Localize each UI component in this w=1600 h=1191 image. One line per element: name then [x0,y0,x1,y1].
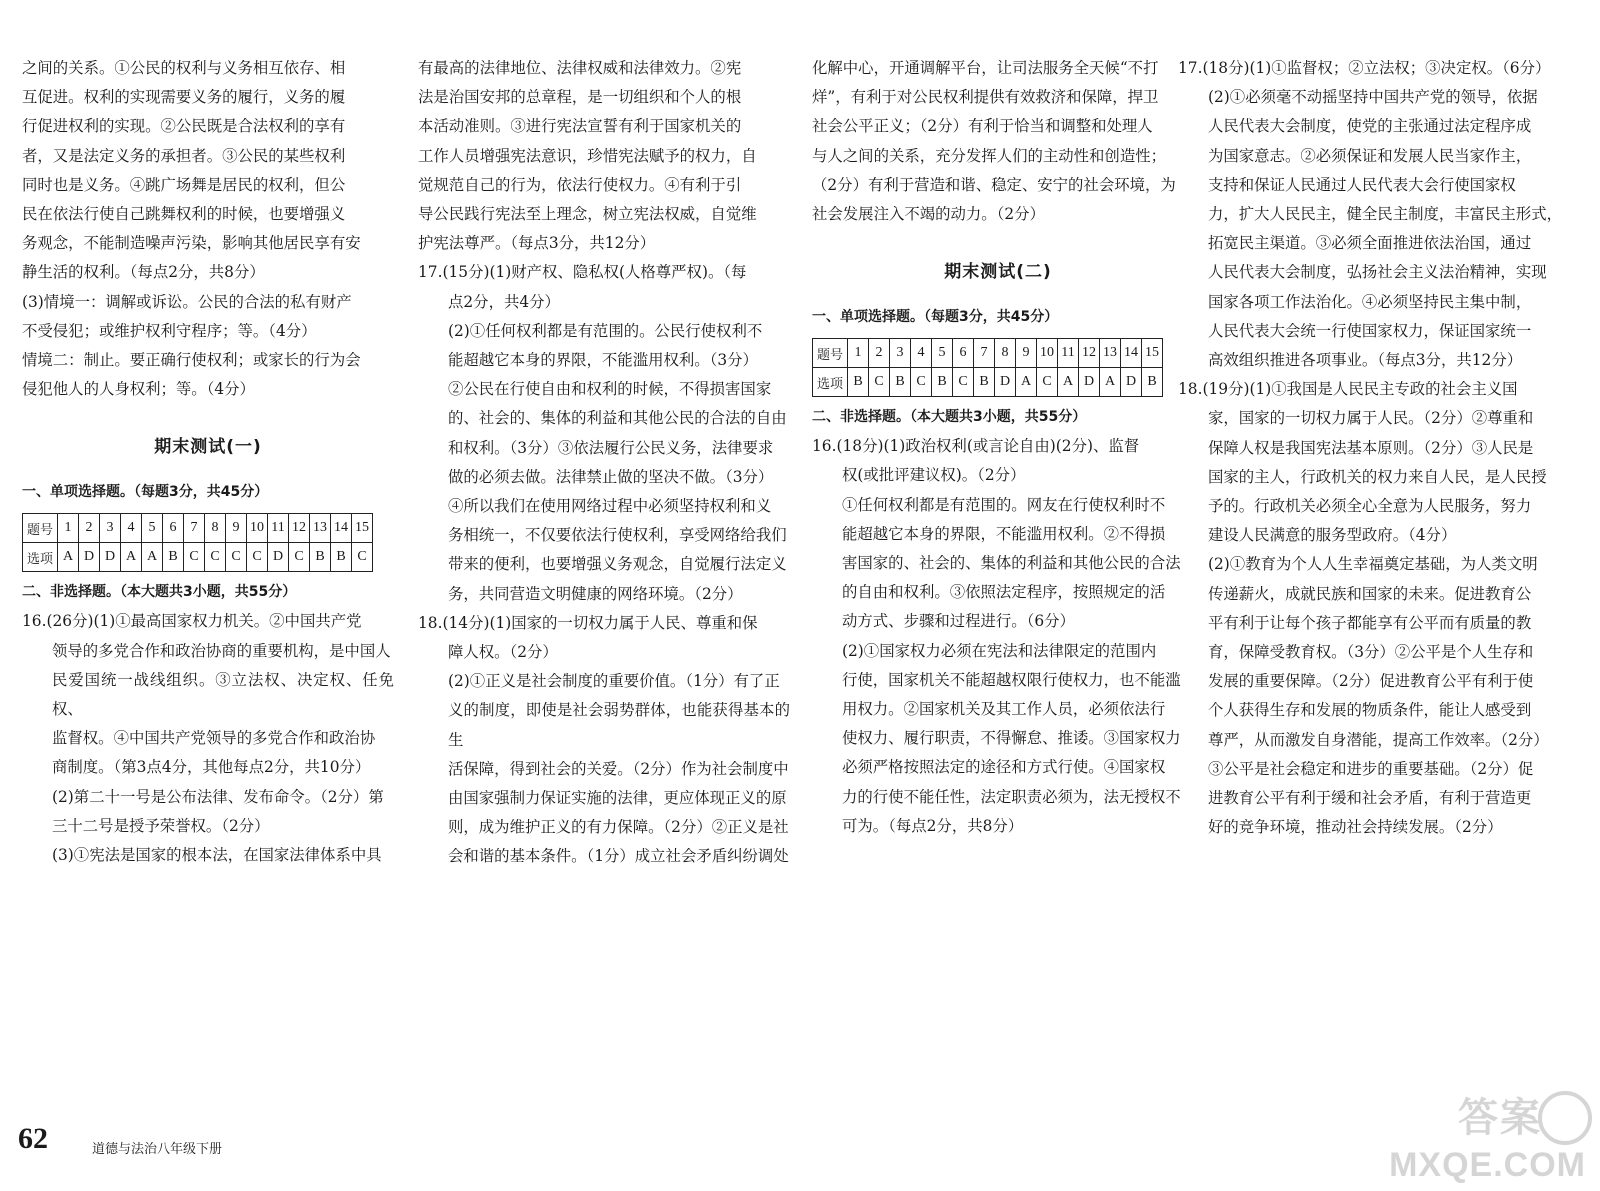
text-line: 行使，国家机关不能超越权限行使权力，也不能滥 [842,670,1181,689]
text-line: (2)①国家权力必须在宪法和法律限定的范围内 [842,641,1157,660]
answer-table-1-number-row [23,514,373,543]
text-line: 障人权。（2分） [448,643,558,662]
text-line: 监督权。④中国共产党领导的多党合作和政治协 [52,729,376,748]
text-line: ④所以我们在使用网络过程中必须坚持权利和义 [448,497,772,516]
text-line: 务观念，不能制造噪声污染，影响其他居民享有安 [22,234,361,253]
table-cell-answer: D [100,543,121,572]
text-line: 尊严，从而激发自身潜能，提高工作效率。（2分） [1208,730,1549,749]
table-cell-number: 8 [205,514,226,543]
text-line: 活保障，得到社会的关爱。（2分）作为社会制度中 [448,759,789,778]
text-line: 进教育公平有利于缓和社会矛盾，有利于营造更 [1208,789,1532,808]
text-line: 务，共同营造文明健康的网络环境。（2分） [448,584,743,603]
table-cell-number: 7 [184,514,205,543]
column-4-text [1178,54,1574,842]
table-cell-answer: D [1079,368,1100,397]
answer-table-2-number-row [813,339,1163,368]
table-cell-answer: B [163,543,184,572]
text-line: 领导的多党合作和政治协商的重要机构，是中国人 [52,641,391,660]
table-cell-answer: C [247,543,268,572]
text-line: 烊”，有利于对公民权利提供有效救济和保障，捍卫 [812,88,1159,107]
text-line: 社会公平正义；（2分）有利于恰当和调整和处理人 [812,117,1153,136]
text-line: （2分）有利于营造和谐、稳定、安宁的社会环境，为 [812,175,1176,194]
text-line: 互促进。权利的实现需要义务的履行，义务的履 [22,88,346,107]
text-line: 好的竞争环境，推动社会持续发展。（2分） [1208,818,1503,837]
text-line: 法是治国安邦的总章程，是一切组织和个人的根 [418,88,742,107]
table-cell-answer: B [848,368,869,397]
text-line: (3)①宪法是国家的根本法，在国家法律体系中具 [52,846,382,865]
table-cell-number: 14 [1121,339,1142,368]
text-line: (3)情境一：调解或诉讼。公民的合法的私有财产 [22,292,352,311]
text-line: 用权力。②国家机关及其工作人员，必须依法行 [842,700,1166,719]
table-cell-number: 9 [1016,339,1037,368]
answer-table-2-answer-row [813,368,1163,397]
table-header-label: 选项 [23,543,58,572]
table-cell-answer: C [289,543,310,572]
text-line: 与人之间的关系，充分发挥人们的主动性和创造性； [812,146,1166,165]
table-cell-answer: C [1037,368,1058,397]
table-cell-answer: C [352,543,373,572]
table-cell-answer: D [79,543,100,572]
text-line: 能超越它本身的界限，不能滥用权利。（3分） [448,351,758,370]
text-line: 予的。行政机关必须全心全意为人民服务，努力 [1208,497,1532,516]
table-cell-number: 2 [79,514,100,543]
text-line: 有最高的法律地位、法律权威和法律效力。②宪 [418,59,742,77]
book-title: 道德与法治八年级下册 [92,1142,223,1157]
table-cell-answer: A [121,543,142,572]
text-line: (2)①正义是社会制度的重要价值。（1分）有了正 [448,672,780,691]
section-nonchoice-heading-1: 二、非选择题。（本大题共3小题，共55分） [22,584,297,601]
text-line: (2)①必须毫不动摇坚持中国共产党的领导，依据 [1208,88,1538,107]
text-line: 不受侵犯；或维护权利守程序；等。（4分） [22,321,317,340]
table-cell-number: 3 [890,339,911,368]
text-line: 18.(14分)(1)国家的一切权力属于人民、尊重和保 [418,613,758,632]
text-line: 的自由和权利。③依照法定程序，按照规定的活 [842,583,1166,602]
table-cell-number: 7 [974,339,995,368]
column-1-text-top [22,54,394,404]
text-line: 导公民践行宪法至上理念，树立宪法权威，自觉维 [418,205,757,224]
table-cell-answer: A [1100,368,1121,397]
column-3 [812,54,1184,841]
text-line: 害国家的、社会的、集体的利益和其他公民的合法 [842,554,1181,573]
text-line: 17.(18分)(1)①监督权；②立法权；③决定权。（6分） [1178,59,1551,77]
text-line: ①任何权利都是有范围的。网友在行使权利时不 [842,495,1166,514]
table-cell-number: 12 [289,514,310,543]
text-line: 社会发展注入不竭的动力。（2分） [812,205,1045,224]
text-line: 个人获得生存和发展的物质条件，能让人感受到 [1208,701,1532,720]
text-line: 务相统一，不仅要依法行使权利，享受网络给我们 [448,526,787,545]
section-nonchoice-heading-2: 二、非选择题。（本大题共3小题，共55分） [812,409,1087,426]
table-header-label: 题号 [23,514,58,543]
table-cell-answer: A [58,543,79,572]
text-line: 则，成为维护正义的有力保障。（2分）②正义是社 [448,818,789,837]
table-cell-number: 6 [163,514,184,543]
table-cell-answer: B [1142,368,1163,397]
table-cell-number: 8 [995,339,1016,368]
text-line: ②公民在行使自由和权利的时候，不得损害国家 [448,380,772,399]
text-line: 17.(15分)(1)财产权、隐私权(人格尊严权)。（每 [418,263,747,282]
table-cell-answer: A [1058,368,1079,397]
text-line: (2)①教育为个人人生幸福奠定基础，为人类文明 [1208,555,1538,574]
table-cell-number: 11 [1058,339,1079,368]
text-line: 力的行使不能任性，法定职责必须为，法无授权不 [842,787,1181,806]
table-cell-answer: C [226,543,247,572]
table-cell-answer: D [268,543,289,572]
text-line: 权(或批评建议权)。（2分） [842,466,1026,485]
text-line: 会和谐的基本条件。（1分）成立社会矛盾纠纷调处 [448,847,789,866]
column-4 [1178,54,1574,842]
text-line: 平有利于让每个孩子都能享有公平而有质量的教 [1208,613,1532,632]
table-cell-number: 1 [58,514,79,543]
text-line: 工作人员增强宪法意识，珍惜宪法赋予的权力，自 [418,146,757,165]
table-cell-answer: C [205,543,226,572]
text-line: 保障人权是我国宪法基本原则。（2分）③人民是 [1208,438,1534,457]
text-line: 和权利。（3分）③依法履行公民义务，法律要求 [448,438,774,457]
text-line: 传递薪火，成就民族和国家的未来。促进教育公 [1208,584,1532,603]
text-line: 民爱国统一战线组织。③立法权、决定权、任免权、 [52,670,394,719]
table-cell-number: 10 [1037,339,1058,368]
text-line: 情境二：制止。要正确行使权利；或家长的行为会 [22,351,361,370]
table-cell-answer: B [932,368,953,397]
watermark-logo [1382,1095,1592,1185]
table-cell-number: 6 [953,339,974,368]
text-line: 为国家意志。②必须保证和发展人民当家作主， [1208,146,1532,165]
text-line: 必须严格按照法定的途径和方式行使。④国家权 [842,758,1166,777]
text-line: 之间的关系。①公民的权利与义务相互依存、相 [22,59,346,77]
table-cell-answer: C [869,368,890,397]
text-line: 能超越它本身的界限，不能滥用权利。②不得损 [842,524,1166,543]
text-line: 动方式、步骤和过程进行。（6分） [842,612,1075,631]
column-3-text-top [812,54,1184,229]
text-line: 16.(26分)(1)①最高国家权力机关。②中国共产党 [22,612,362,631]
text-line: 拓宽民主渠道。③必须全面推进依法治国，通过 [1208,234,1532,253]
section-choice-heading-2: 一、单项选择题。（每题3分，共45分） [812,309,1059,326]
text-line: (2)第二十一号是公布法律、发布命令。（2分）第 [52,787,384,806]
text-line: 力，扩大人民民主，健全民主制度，丰富民主形式， [1208,205,1562,224]
table-cell-answer: D [1121,368,1142,397]
table-cell-answer: C [911,368,932,397]
table-cell-number: 13 [310,514,331,543]
table-cell-answer: D [995,368,1016,397]
table-cell-number: 4 [121,514,142,543]
watermark-top-text: 答案 [1458,1095,1542,1141]
table-cell-answer: C [184,543,205,572]
column-1 [22,54,394,870]
text-line: 护宪法尊严。（每点3分，共12分） [418,234,656,253]
table-cell-number: 14 [331,514,352,543]
table-cell-number: 9 [226,514,247,543]
text-line: 化解中心，开通调解平台，让司法服务全天候“不打 [812,59,1159,77]
answer-table-1-answer-row [23,543,373,572]
text-line: 商制度。（第3点4分，其他每点2分，共10分） [52,758,371,777]
column-3-text-bottom [812,432,1184,841]
text-line: 带来的便利，也要增强义务观念，自觉履行法定义 [448,555,787,574]
text-line: 16.(18分)(1)政治权利(或言论自由)(2分)、监督 [812,437,1140,456]
text-line: 民在依法行使自己跳舞权利的时候，也要增强义 [22,205,346,224]
table-cell-number: 3 [100,514,121,543]
table-cell-number: 5 [932,339,953,368]
text-line: 三十二号是授予荣誉权。（2分） [52,816,270,835]
text-line: 使权力、履行职责，不得懈怠、推诿。③国家权力 [842,729,1181,748]
table-cell-number: 12 [1079,339,1100,368]
table-cell-number: 4 [911,339,932,368]
text-line: 静生活的权利。（每点2分，共8分） [22,263,265,282]
page-number: 62 [18,1122,48,1155]
column-1-text-bottom [22,607,394,870]
text-line: 国家各项工作法治化。④必须坚持民主集中制， [1208,292,1532,311]
table-cell-number: 15 [352,514,373,543]
table-cell-number: 13 [1100,339,1121,368]
text-line: ③公平是社会稳定和进步的重要基础。（2分）促 [1208,759,1534,778]
table-header-label: 题号 [813,339,848,368]
text-line: 家，国家的一切权力属于人民。（2分）②尊重和 [1208,409,1534,428]
text-line: 建设人民满意的服务型政府。（4分） [1208,526,1457,545]
text-line: 做的必须去做。法律禁止做的坚决不做。（3分） [448,467,774,486]
table-cell-number: 1 [848,339,869,368]
text-line: 高效组织推进各项事业。（每点3分，共12分） [1208,351,1523,370]
watermark-bottom-text: MXQE.COM [1389,1146,1586,1184]
table-cell-answer: B [974,368,995,397]
text-line: 同时也是义务。④跳广场舞是居民的权利，但公 [22,175,346,194]
table-cell-answer: A [142,543,163,572]
text-line: 义的制度，即使是社会弱势群体，也能获得基本的生 [448,701,790,749]
text-line: 觉规范自己的行为，依法行使权力。④有利于引 [418,175,742,194]
text-line: 的、社会的、集体的利益和其他公民的合法的自由 [448,409,787,428]
text-line: 人民代表大会统一行使国家权力，保证国家统一 [1208,321,1532,340]
table-cell-number: 2 [869,339,890,368]
text-line: 侵犯他人的人身权利；等。（4分） [22,380,255,399]
text-line: 本活动准则。③进行宪法宣誓有利于国家机关的 [418,117,742,136]
column-2 [418,54,790,872]
exam-heading-1: 期末测试(一) [154,437,262,458]
table-cell-answer: C [953,368,974,397]
table-cell-number: 15 [1142,339,1163,368]
answer-table-1 [22,513,373,572]
section-choice-heading-1: 一、单项选择题。（每题3分，共45分） [22,484,269,501]
text-line: 点2分，共4分） [448,292,560,311]
table-cell-answer: B [310,543,331,572]
text-line: 支持和保证人民通过人民代表大会行使国家权 [1208,175,1516,194]
text-line: 者，又是法定义务的承担者。③公民的某些权利 [22,146,346,165]
text-line: 行促进权利的实现。②公民既是合法权利的享有 [22,117,346,136]
table-header-label: 选项 [813,368,848,397]
table-cell-number: 10 [247,514,268,543]
text-line: 18.(19分)(1)①我国是人民民主专政的社会主义国 [1178,380,1518,399]
watermark-circle-icon [1538,1091,1592,1145]
table-cell-answer: A [1016,368,1037,397]
table-cell-number: 11 [268,514,289,543]
text-line: 国家的主人，行政机关的权力来自人民，是人民授 [1208,467,1547,486]
table-cell-answer: B [890,368,911,397]
column-2-text [418,54,790,872]
text-line: (2)①任何权利都是有范围的。公民行使权利不 [448,321,763,340]
text-line: 由国家强制力保证实施的法律，更应体现正义的原 [448,789,787,808]
text-line: 可为。（每点2分，共8分） [842,816,1024,835]
text-line: 人民代表大会制度，使党的主张通过法定程序成 [1208,117,1532,136]
answer-table-2 [812,338,1163,397]
text-line: 发展的重要保障。（2分）促进教育公平有利于使 [1208,672,1534,691]
text-line: 人民代表大会制度，弘扬社会主义法治精神，实现 [1208,263,1547,282]
table-cell-number: 5 [142,514,163,543]
table-cell-answer: B [331,543,352,572]
exam-heading-2: 期末测试(二) [944,262,1052,283]
text-line: 育，保障受教育权。（3分）②公平是个人生存和 [1208,643,1534,662]
